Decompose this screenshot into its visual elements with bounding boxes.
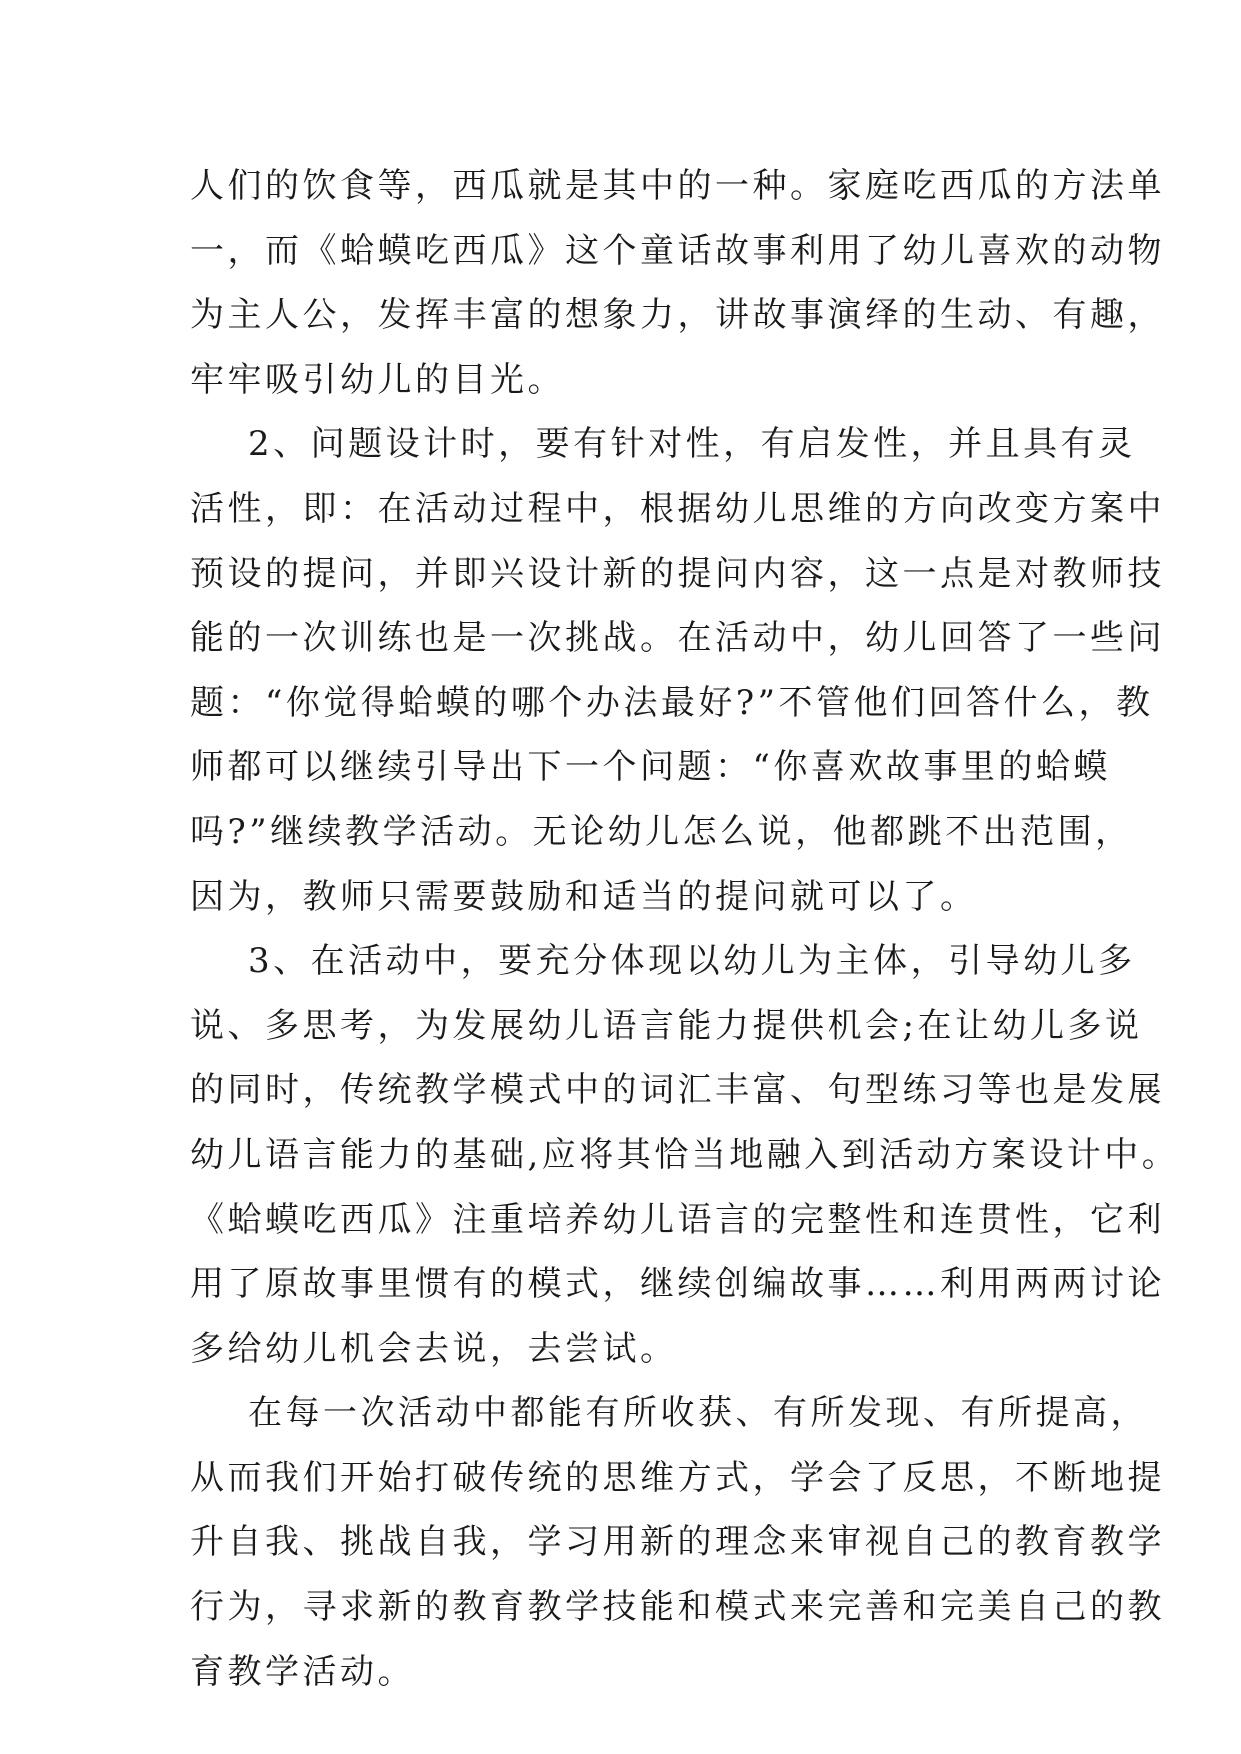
paragraph-start-line: 在每一次活动中都能有所收获、有所发现、有所提高，	[248, 1393, 1148, 1434]
text-line: 幼儿语言能力的基础,应将其恰当地融入到活动方案设计中。	[190, 1134, 1180, 1175]
text-line: 人们的饮食等，西瓜就是其中的一种。家庭吃西瓜的方法单	[190, 166, 1165, 206]
text-line: 吗?”继续教学活动。无论幼儿怎么说，他都跳不出范围，	[190, 811, 1133, 852]
text-line: 从而我们开始打破传统的思维方式，学会了反思，不断地提	[190, 1457, 1165, 1498]
text-line: 升自我、挑战自我，学习用新的理念来审视自己的教育教学	[190, 1522, 1165, 1563]
paragraph-start-line: 2、问题设计时，要有针对性，有启发性，并且具有灵	[248, 424, 1136, 465]
text-line: 为主人公，发挥丰富的想象力，讲故事演绎的生动、有趣，	[190, 295, 1165, 336]
text-line: 育教学活动。	[190, 1651, 415, 1692]
text-line: 牢牢吸引幼儿的目光。	[190, 359, 565, 400]
text-line: 能的一次训练也是一次挑战。在活动中，幼儿回答了一些问	[190, 618, 1165, 659]
text-line: 行为，寻求新的教育教学技能和模式来完善和完美自己的教	[190, 1587, 1165, 1628]
text-line: 的同时，传统教学模式中的词汇丰富、句型练习等也是发展	[190, 1070, 1165, 1111]
text-line: 题：“你觉得蛤蟆的哪个办法最好?”不管他们回答什么，教	[190, 682, 1154, 723]
text-line: 师都可以继续引导出下一个问题：“你喜欢故事里的蛤蟆	[190, 747, 1111, 788]
body-text	[190, 154, 1180, 1704]
text-line: 预设的提问，并即兴设计新的提问内容，这一点是对教师技	[190, 553, 1165, 594]
text-line: 说、多思考，为发展幼儿语言能力提供机会;在让幼儿多说	[190, 1005, 1143, 1046]
text-line: 用了原故事里惯有的模式，继续创编故事……利用两两讨论	[190, 1264, 1165, 1305]
text-line: 一，而《蛤蟆吃西瓜》这个童话故事利用了幼儿喜欢的动物	[190, 230, 1165, 271]
text-line: 多给幼儿机会去说，去尝试。	[190, 1328, 678, 1369]
text-line: 《蛤蟆吃西瓜》注重培养幼儿语言的完整性和连贯性，它利	[190, 1199, 1165, 1240]
text-line: 活性，即：在活动过程中，根据幼儿思维的方向改变方案中	[190, 488, 1165, 529]
paragraph-start-line: 3、在活动中，要充分体现以幼儿为主体，引导幼儿多	[248, 941, 1136, 982]
text-line: 因为，教师只需要鼓励和适当的提问就可以了。	[190, 876, 978, 917]
